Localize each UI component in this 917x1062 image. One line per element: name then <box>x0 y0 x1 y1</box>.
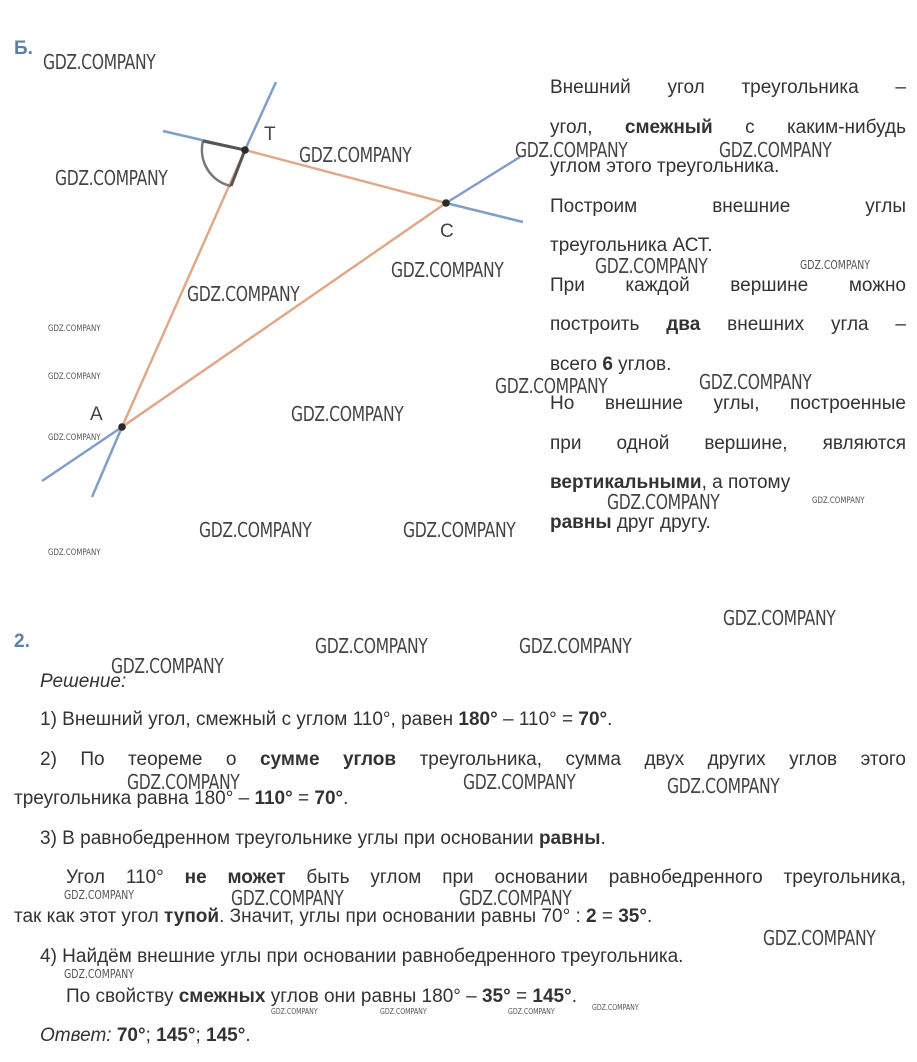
watermark: GDZ.COMPANY <box>508 1007 555 1016</box>
watermark: GDZ.COMPANY <box>519 634 632 658</box>
watermark: GDZ.COMPANY <box>48 372 101 382</box>
vertex-A <box>118 423 126 431</box>
watermark: GDZ.COMPANY <box>271 1007 318 1016</box>
watermark: GDZ.COMPANY <box>315 634 428 658</box>
watermark: GDZ.COMPANY <box>592 1003 639 1012</box>
point-label-A: A <box>90 404 103 425</box>
watermark: GDZ.COMPANY <box>199 518 312 542</box>
watermark: GDZ.COMPANY <box>127 770 240 794</box>
text-line: треугольника АСТ. <box>550 235 713 256</box>
bold-term: 2 <box>586 906 597 927</box>
watermark: GDZ.COMPANY <box>800 258 871 272</box>
watermark: GDZ.COMPANY <box>459 886 572 910</box>
watermark: GDZ.COMPANY <box>48 433 101 443</box>
text-line: Построим внешние углы <box>550 195 906 217</box>
watermark: GDZ.COMPANY <box>719 138 832 162</box>
watermark: GDZ.COMPANY <box>48 324 101 334</box>
watermark: GDZ.COMPANY <box>699 370 812 394</box>
angle-side-mark-1 <box>203 141 245 150</box>
vertex-T <box>241 146 249 154</box>
text-line: 4) Найдём внешние углы при основании равнобедренного треугольника. <box>40 946 684 967</box>
bold-term: смежных <box>178 986 266 1007</box>
watermark: GDZ.COMPANY <box>291 402 404 426</box>
bold-term: вертикальными <box>550 472 702 493</box>
bold-term: 180° <box>458 709 498 730</box>
bold-term: равны <box>538 828 601 849</box>
watermark: GDZ.COMPANY <box>64 967 135 981</box>
bold-term: 145° <box>532 986 572 1007</box>
point-label-T: T <box>264 124 276 145</box>
solution-label: Решение: <box>40 671 127 692</box>
watermark: GDZ.COMPANY <box>380 1007 427 1016</box>
extension-line-at-C-2 <box>446 203 523 222</box>
answer-line: Ответ: 70°; 145°; 145°. <box>40 1025 251 1046</box>
bold-term: 110° <box>254 788 293 809</box>
bold-term: 70° <box>314 788 344 809</box>
watermark: GDZ.COMPANY <box>111 654 224 678</box>
watermark: GDZ.COMPANY <box>515 138 628 162</box>
bold-term: 70° <box>116 1025 146 1046</box>
bold-term: сумме углов <box>259 749 397 770</box>
text-line: 3) В равнобедренном треугольнике углы при основании равны. <box>40 828 606 849</box>
text-line: треугольника равна 180° – 110° = 70°. <box>14 788 349 809</box>
bold-term: два <box>666 314 701 335</box>
watermark: GDZ.COMPANY <box>463 770 576 794</box>
answer-values: 70°; 145°; 145°. <box>116 1025 251 1046</box>
text-line: так как этот угол тупой. Значит, углы при основании равны 70° : 2 = 35°. <box>14 906 653 927</box>
angle-arc-T <box>202 141 231 186</box>
text-line: При каждой вершине можно <box>550 274 906 296</box>
text-line: 1) Внешний угол, смежный с углом 110°, равен 180° – 110° = 70°. <box>40 709 613 730</box>
vertex-C <box>442 199 450 207</box>
watermark: GDZ.COMPANY <box>607 490 720 514</box>
text-line: при одной вершине, являются <box>550 432 906 454</box>
bold-term: 6 <box>602 353 613 375</box>
section-2-label: 2. <box>14 631 30 652</box>
watermark: GDZ.COMPANY <box>812 496 865 506</box>
watermark: GDZ.COMPANY <box>723 606 836 630</box>
extension-line-at-C-1 <box>446 157 520 203</box>
point-label-C: C <box>440 221 454 242</box>
watermark: GDZ.COMPANY <box>187 282 300 306</box>
watermark: GDZ.COMPANY <box>595 254 708 278</box>
bold-term: равны <box>550 511 612 533</box>
text-line: Угол 110° не может быть углом при основании равнобедренного треугольника, <box>66 867 906 888</box>
angle-side-mark-2 <box>231 150 245 186</box>
bold-term: 70° <box>578 709 608 730</box>
bold-term: тупой <box>163 906 220 927</box>
watermark: GDZ.COMPANY <box>231 886 344 910</box>
watermark: GDZ.COMPANY <box>391 258 504 282</box>
text-line: вертикальными, а потому <box>550 472 791 493</box>
watermark: GDZ.COMPANY <box>64 888 135 902</box>
text-line: всего 6 углов. <box>550 353 672 375</box>
bold-term: не может <box>184 867 286 888</box>
text-line: Но внешние углы, построенные <box>550 393 906 414</box>
watermark: GDZ.COMPANY <box>667 774 780 798</box>
watermark: GDZ.COMPANY <box>55 166 168 190</box>
bold-term: 35° <box>481 986 511 1007</box>
text-line: угол, смежный с каким-нибудь <box>550 116 906 138</box>
text-line: По свойству смежных углов они равны 180° – 35° = 145°. <box>66 986 577 1007</box>
watermark: GDZ.COMPANY <box>495 374 608 398</box>
text-line: построить два внешних угла – <box>550 314 906 335</box>
text-line: углом этого треугольника. <box>550 156 780 177</box>
section-b-label: Б. <box>14 38 33 59</box>
bold-term: 145° <box>206 1025 246 1046</box>
watermark: GDZ.COMPANY <box>763 926 876 950</box>
watermark: GDZ.COMPANY <box>43 50 156 74</box>
text-line: равны друг другу. <box>550 511 711 533</box>
bold-term: 35° <box>618 906 647 927</box>
watermark: GDZ.COMPANY <box>403 518 516 542</box>
watermark: GDZ.COMPANY <box>299 143 412 167</box>
text-line: Внешний угол треугольника – <box>550 77 906 98</box>
text-line: 2) По теореме о сумме углов треугольника, сумма двух других углов этого <box>40 749 906 770</box>
bold-term: 145° <box>156 1025 196 1046</box>
watermark: GDZ.COMPANY <box>48 548 101 558</box>
bold-term: смежный <box>624 116 713 138</box>
